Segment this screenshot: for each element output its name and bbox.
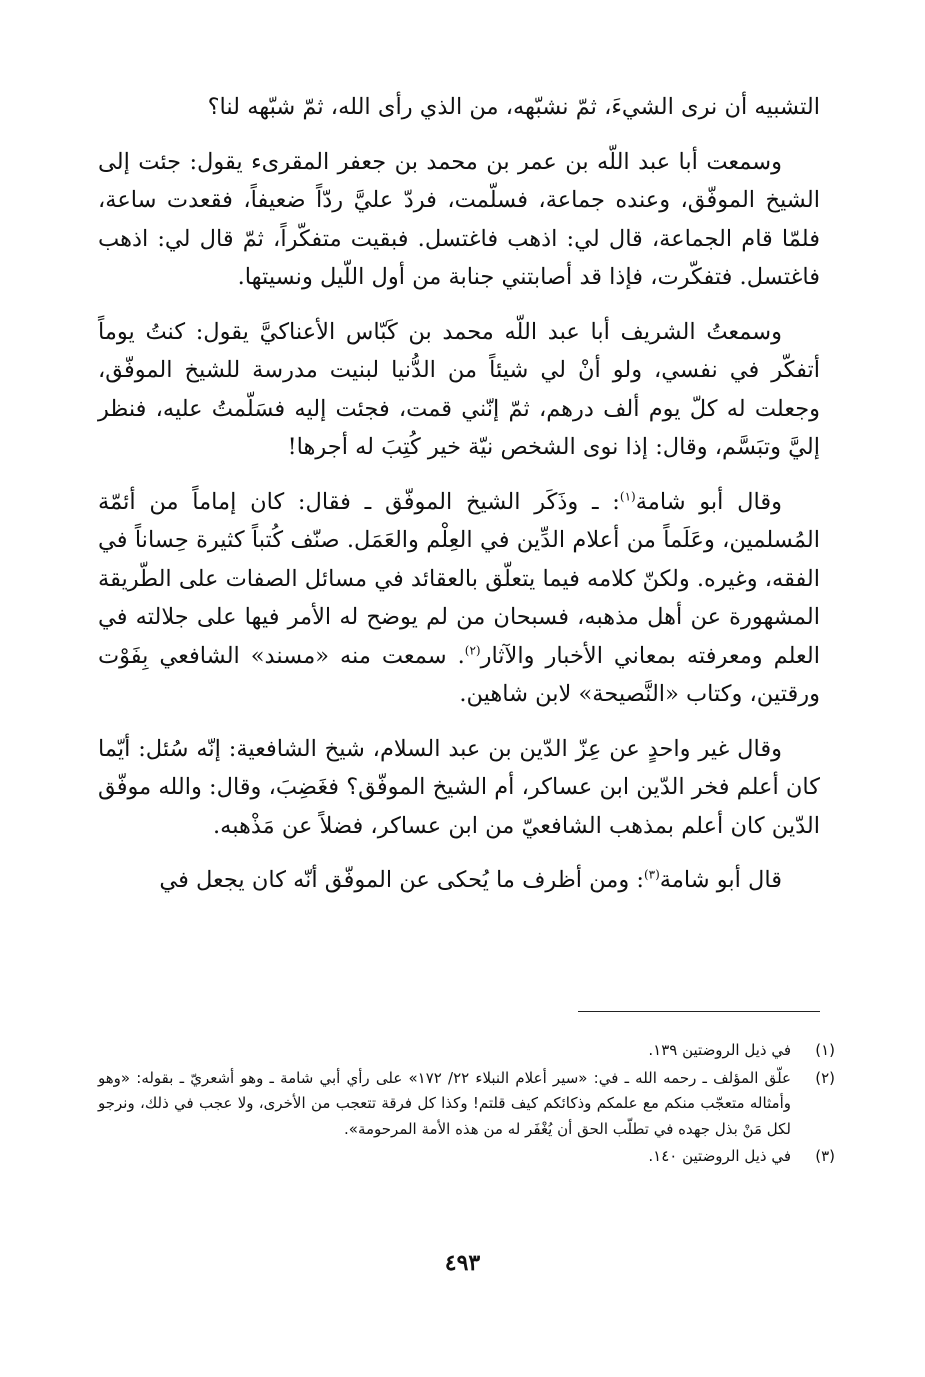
paragraph-abu-shama-anecdote (98, 861, 820, 900)
page-number: ٤٩٣ (444, 1250, 481, 1276)
footnote-ref-1[interactable]: (١) (619, 489, 636, 503)
footnote-text: في ذيل الروضتين ١٣٩. (648, 1041, 791, 1059)
paragraph-text-segment: . سمعت منه «مسند» الشافعي بِفَوْت ورقتين، وكتاب «النَّصيحة» لابن شاهين. (98, 642, 820, 707)
footnote-number: (١) (815, 1041, 835, 1059)
footnotes-section (98, 1038, 835, 1172)
footnote-number: (٣) (815, 1147, 835, 1165)
paragraph-text-segment: : ـ وذَكَر الشيخ الموفّق ـ فقال: كان إماماً من أئمّة المُسلمين، وعَلَماً من أعلام الدِّين في العِلْم والعَمَل. صنّف كُتباً كثيرة حِساناً في الفقه، وغيره. ولكنّ كلامه فيما يتعلّق بالعقائد في مسائل الصفات على الطّريقة المشهورة عن أهل مذهبه، فسبحان من لم يوضح له الأمر فيها على جلالته في العلم ومعرفته بمعاني الأخبار والآثار (98, 488, 821, 669)
paragraph-izz-aldin: وقال غير واحدٍ عن عِزّ الدّين بن عبد السلام، شيخ الشافعية: إنّه سُئل: أيّما كان أعلم فخر الدّين ابن عساكر، أم الشيخ الموفّق؟ فغَضِبَ، وقال: والله موفّق الدّين كان أعلم بمذهب الشافعيّ من ابن عساكر، فضلاً عن مَذْهبه. (98, 735, 820, 839)
footnote-text: في ذيل الروضتين ١٤٠. (648, 1147, 791, 1165)
footnote-item (98, 1144, 835, 1170)
footnote-ref-3[interactable]: (٣) (643, 867, 660, 882)
paragraph-abu-shama-praise (98, 483, 820, 714)
paragraph-text-segment: قال أبو شامة (659, 867, 782, 893)
footnote-ref-2[interactable]: (٢) (464, 643, 481, 657)
main-text (98, 88, 820, 916)
paragraph-text-segment: : ومن أظرف ما يُحكى عن الموفّق أنّه كان يجعل في (159, 867, 644, 893)
footnote-item (98, 1038, 835, 1064)
paragraph-continuation: التشبيه أن نرى الشيءَ، ثمّ نشبّهه، من الذي رأى الله، ثمّ شبّهه لنا؟ (207, 94, 820, 120)
paragraph-text-segment: وقال أبو شامة (635, 488, 783, 515)
paragraph-ghusl-story: وسمعت أبا عبد اللّه بن عمر بن محمد بن جعفر المقرىء يقول: جئت إلى الشيخ الموفّق، وعنده جماعة، فسلّمت، فردّ عليَّ ردّاً ضعيفاً، فقعدت ساعة، فلمّا قام الجماعة، قال لي: اذهب فاغتسل. فبقيت متفكّراً، ثمّ قال لي: اذهب فاغتسل. فتفكّرت، فإذا قد أصابتني جنابة من أول اللّيل ونسيتها. (98, 148, 820, 290)
footnote-text: علّق المؤلف ـ رحمه الله ـ في: «سير أعلام النبلاء ٢٢/ ١٧٢» على رأي أبي شامة ـ وهو أشعريّ ـ بقوله: «وهو وأمثاله متعجّب منكم مع علمكم وذكائكم كيف قلتم! وكذا كل فرقة تتعجب من الأخرى، ولا عجب في ذلك، ونرجو لكل مَنْ بذل جهده في تطلّب الحق أن يُغْفَر له من هذه الأمة المرحومة». (98, 1068, 791, 1138)
footnote-item (98, 1066, 835, 1143)
footnote-divider (578, 1011, 820, 1012)
paragraph-sharif-story: وسمعتُ الشريف أبا عبد اللّه محمد بن كَبّاس الأعناكيَّ يقول: كنتُ يوماً أتفكّر في نفسي، ولو أنْ لي شيئاً من الدُّنيا لبنيت مدرسة للشيخ الموفّق، وجعلت له كلّ يوم ألف درهم، ثمّ إنّني قمت، فجئت إليه فسَلّمتُ عليه، فنظر إليَّ وتبَسَّم، وقال: إذا نوى الشخص نيّة خير كُتِبَ له أجرها! (98, 318, 820, 460)
footnote-number: (٢) (815, 1068, 835, 1087)
